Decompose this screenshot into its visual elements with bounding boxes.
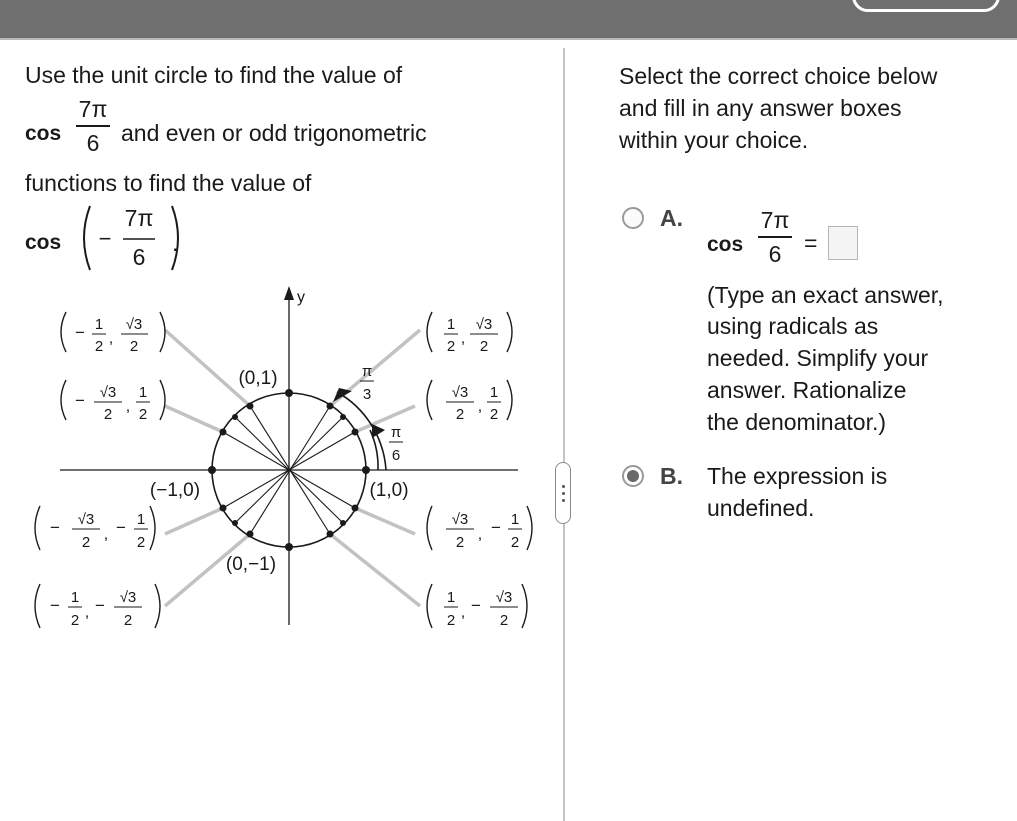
- angle-label-pi-over-6: [389, 424, 403, 464]
- question-line-1: Use the unit circle to find the value of: [25, 62, 403, 88]
- label-point-left: (−1,0): [149, 480, 201, 501]
- svg-text:2: 2: [136, 534, 146, 551]
- choice-a-equals: =: [804, 230, 818, 256]
- svg-text:1: 1: [446, 589, 456, 606]
- label-point-top: (0,1): [238, 368, 278, 389]
- svg-text:3: 3: [362, 386, 372, 403]
- choice-a-denominator: 6: [768, 240, 782, 267]
- coord-label-q1-upper: [427, 312, 512, 355]
- svg-text:π: π: [390, 424, 402, 441]
- svg-text:,: ,: [108, 330, 114, 347]
- svg-text:2: 2: [499, 612, 509, 629]
- choice-a-hint-3: needed. Simplify your: [707, 345, 929, 371]
- svg-text:√3: √3: [125, 316, 143, 333]
- unit-circle-figure: [0, 0, 560, 700]
- choice-a-cos-label: cos: [707, 233, 744, 256]
- question-line-2: and even or odd trigonometric: [121, 120, 427, 146]
- choice-a-hint-1: (Type an exact answer,: [707, 282, 944, 308]
- choice-a-fraction: [758, 207, 792, 267]
- svg-text:,: ,: [125, 398, 131, 415]
- svg-text:2: 2: [70, 612, 80, 629]
- divider-drag-handle-icon[interactable]: [555, 462, 571, 524]
- svg-text:2: 2: [489, 406, 499, 423]
- y-axis-arrow-icon: [284, 286, 294, 300]
- choice-b-line-2: undefined.: [707, 495, 815, 521]
- choice-b-letter: B.: [660, 463, 683, 489]
- svg-text:2: 2: [446, 612, 456, 629]
- svg-text:2: 2: [455, 406, 465, 423]
- svg-text:1: 1: [489, 384, 499, 401]
- coord-label-q3-lower: [35, 584, 160, 629]
- toolbar-pill-button[interactable]: [852, 0, 1000, 12]
- svg-text:,: ,: [103, 526, 109, 543]
- choice-a-hint-2: using radicals as: [707, 313, 879, 339]
- svg-text:2: 2: [94, 338, 104, 355]
- svg-text:1: 1: [138, 384, 148, 401]
- svg-text:−: −: [75, 323, 85, 342]
- coord-label-q2-upper: [61, 312, 165, 355]
- choice-a-hint-4: answer. Rationalize: [707, 377, 907, 403]
- instructions-line-2: and fill in any answer boxes: [619, 95, 902, 121]
- svg-text:1: 1: [70, 589, 80, 606]
- svg-text:,: ,: [84, 604, 90, 621]
- label-point-right: (1,0): [369, 480, 409, 501]
- svg-text:√3: √3: [99, 384, 117, 401]
- svg-text:√3: √3: [451, 384, 469, 401]
- svg-text:2: 2: [123, 612, 133, 629]
- svg-text:−: −: [491, 518, 501, 537]
- choice-b-radio[interactable]: [622, 465, 644, 487]
- svg-text:1: 1: [446, 316, 456, 333]
- cos-label-2: cos: [25, 231, 62, 254]
- label-point-bottom: (0,−1): [225, 554, 277, 575]
- svg-text:,: ,: [477, 398, 483, 415]
- arc-arrow-pi-over-6-icon: [372, 424, 385, 438]
- choice-a-numerator: 7π: [760, 207, 790, 233]
- svg-text:−: −: [95, 596, 105, 615]
- fraction-denominator: 6: [86, 129, 100, 156]
- svg-text:,: ,: [460, 604, 466, 621]
- svg-text:2: 2: [81, 534, 91, 551]
- svg-text:6: 6: [391, 447, 401, 464]
- svg-text:−: −: [471, 596, 481, 615]
- choice-a-hint-5: the denominator.): [707, 409, 887, 435]
- svg-text:π: π: [361, 363, 373, 380]
- question-line-3: functions to find the value of: [25, 170, 312, 196]
- svg-text:,: ,: [477, 526, 483, 543]
- cos-label: cos: [25, 122, 62, 145]
- svg-text:1: 1: [94, 316, 104, 333]
- instructions-line-3: within your choice.: [619, 127, 809, 153]
- svg-text:−: −: [75, 391, 85, 410]
- svg-text:√3: √3: [77, 511, 95, 528]
- period: .: [172, 230, 179, 256]
- instructions-line-1: Select the correct choice below: [619, 63, 938, 89]
- negative-sign: −: [98, 226, 112, 251]
- svg-text:−: −: [116, 518, 126, 537]
- coord-label-q2-lower: [61, 380, 165, 423]
- choice-a-fraction-bar: [758, 236, 792, 238]
- svg-text:2: 2: [455, 534, 465, 551]
- choice-b-line-1: The expression is: [707, 463, 888, 489]
- coord-label-q1-lower: [427, 380, 512, 423]
- angle-label-pi-over-3: [360, 363, 374, 403]
- svg-text:−: −: [50, 596, 60, 615]
- svg-text:,: ,: [460, 330, 466, 347]
- coord-label-q4-lower: [427, 584, 527, 629]
- svg-text:1: 1: [136, 511, 146, 528]
- svg-text:√3: √3: [495, 589, 513, 606]
- svg-text:2: 2: [510, 534, 520, 551]
- fraction-denominator-2: 6: [132, 244, 146, 270]
- choice-a-radio[interactable]: [622, 207, 644, 229]
- y-axis-label: y: [297, 289, 305, 306]
- svg-text:−: −: [50, 518, 60, 537]
- svg-text:√3: √3: [451, 511, 469, 528]
- svg-text:1: 1: [510, 511, 520, 528]
- svg-text:√3: √3: [119, 589, 137, 606]
- fraction-numerator-2: 7π: [124, 205, 154, 231]
- svg-text:2: 2: [129, 338, 139, 355]
- svg-text:2: 2: [103, 406, 113, 423]
- svg-text:√3: √3: [475, 316, 493, 333]
- choice-a-letter: A.: [660, 205, 683, 231]
- coord-label-q3-upper: [35, 506, 155, 551]
- fraction-numerator: 7π: [78, 96, 108, 122]
- choice-a-answer-box[interactable]: [828, 226, 858, 260]
- svg-text:2: 2: [138, 406, 148, 423]
- svg-text:2: 2: [446, 338, 456, 355]
- panel-divider: [563, 48, 565, 821]
- svg-text:2: 2: [479, 338, 489, 355]
- coord-label-q4-upper: [427, 506, 532, 551]
